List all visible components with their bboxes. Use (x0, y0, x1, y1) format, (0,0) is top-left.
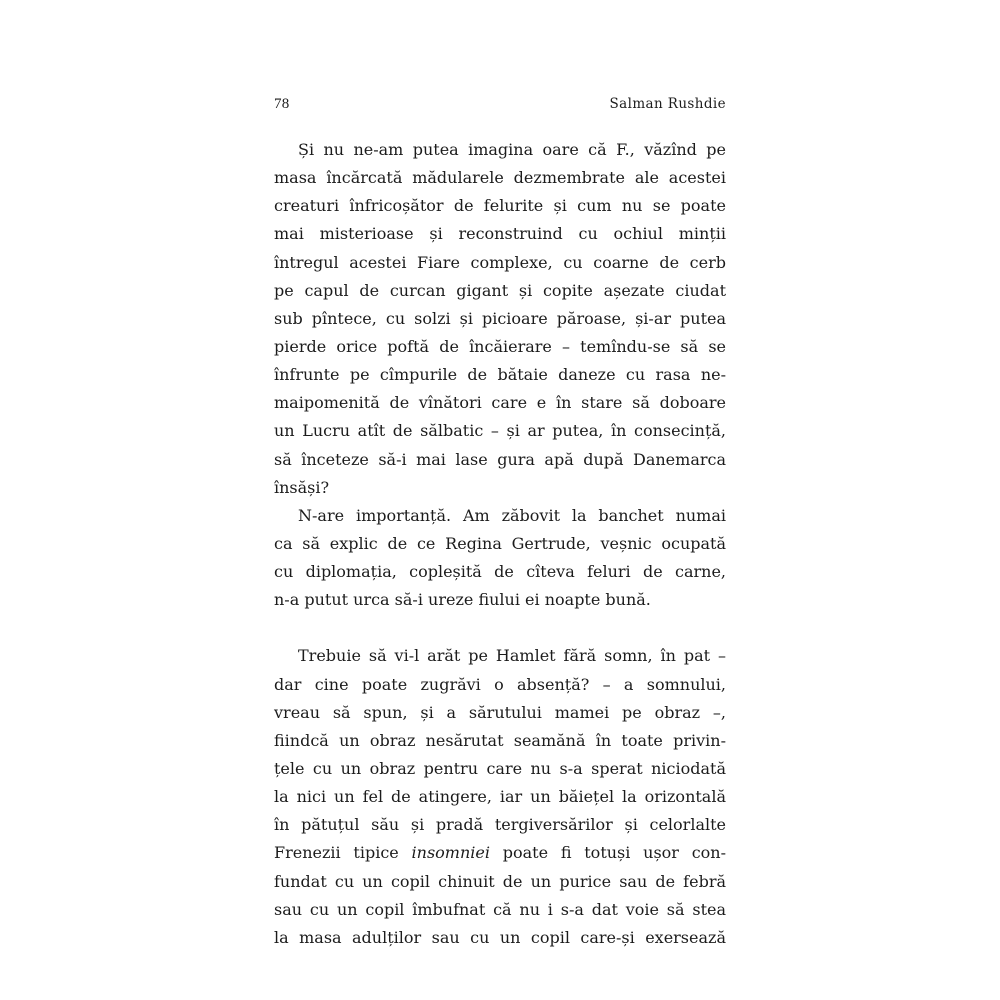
text-line: întregul acestei Fiare complexe, cu coarne de cerb (274, 252, 726, 272)
text-line: Și nu ne-am putea imagina oare că F., văzînd pe (298, 140, 726, 159)
text-line: în pătuțul său și pradă tergiversărilor și celorlalte (274, 815, 726, 835)
text-line: la nici un fel de atingere, iar un băiețel la orizontală (274, 787, 726, 807)
text-fragment: Frenezii tipice (274, 843, 399, 863)
text-line: fundat cu un copil chinuit de un purice sau de febră (274, 871, 726, 891)
text-line: ca să explic de ce Regina Gertrude, veșnic ocupată (274, 533, 726, 553)
text-line: să înceteze să-i mai lase gura apă după Danemarca (274, 449, 726, 469)
text-line: creaturi înfricoșător de felurite și cum nu se poate (274, 196, 726, 216)
text-line: însăși? (274, 477, 330, 497)
text-line: Trebuie să vi-l arăt pe Hamlet fără somn, în pat – (298, 646, 726, 666)
text-line: la masa adulților sau cu un copil care-și exersează (274, 927, 726, 947)
paragraph-3 (274, 642, 726, 952)
text-line: mai misterioase și reconstruind cu ochiul minții (274, 224, 726, 244)
text-line: n-a putut urca să-i ureze fiului ei noapte bună. (274, 590, 651, 610)
text-line: maipomenită de vînători care e în stare să doboare (274, 393, 726, 413)
text-line: țele cu un obraz pentru care nu s-a sperat niciodată (274, 758, 726, 778)
text-line: un Lucru atît de sălbatic – și ar putea, în consecință, (274, 421, 726, 441)
text-line: cu diplomația, copleșită de cîteva feluri de carne, (274, 562, 726, 582)
paragraph-1 (274, 136, 726, 502)
author-name: Salman Rushdie (609, 96, 726, 112)
italic-word: insomniei (411, 843, 490, 863)
text-fragment: poate fi totuși ușor con- (502, 843, 727, 863)
body-text (274, 136, 726, 952)
paragraph-2 (274, 502, 726, 615)
text-line: sub pîntece, cu solzi și picioare păroase, și-ar putea (274, 308, 726, 328)
text-line: înfrunte pe cîmpurile de bătaie daneze cu rasa ne- (274, 365, 726, 385)
text-line: vreau să spun, și a sărutului mamei pe obraz –, (274, 702, 726, 722)
text-line: masa încărcată mădularele dezmembrate ale acestei (274, 168, 726, 188)
text-line-with-italic (274, 839, 726, 867)
text-line: pierde orice poftă de încăierare – temîndu-se să se (274, 336, 726, 356)
text-line: sau cu un copil îmbufnat că nu i s-a dat voie să stea (274, 899, 726, 919)
page-number: 78 (274, 96, 290, 112)
text-line: pe capul de curcan gigant și copite așezate ciudat (274, 280, 726, 300)
text-line: dar cine poate zugrăvi o absență? – a somnului, (274, 674, 726, 694)
text-line: N-are importanță. Am zăbovit la banchet numai (298, 505, 726, 525)
text-line: fiindcă un obraz nesărutat seamănă în toate privin- (274, 730, 726, 750)
section-break (274, 614, 726, 642)
running-head (274, 96, 726, 118)
